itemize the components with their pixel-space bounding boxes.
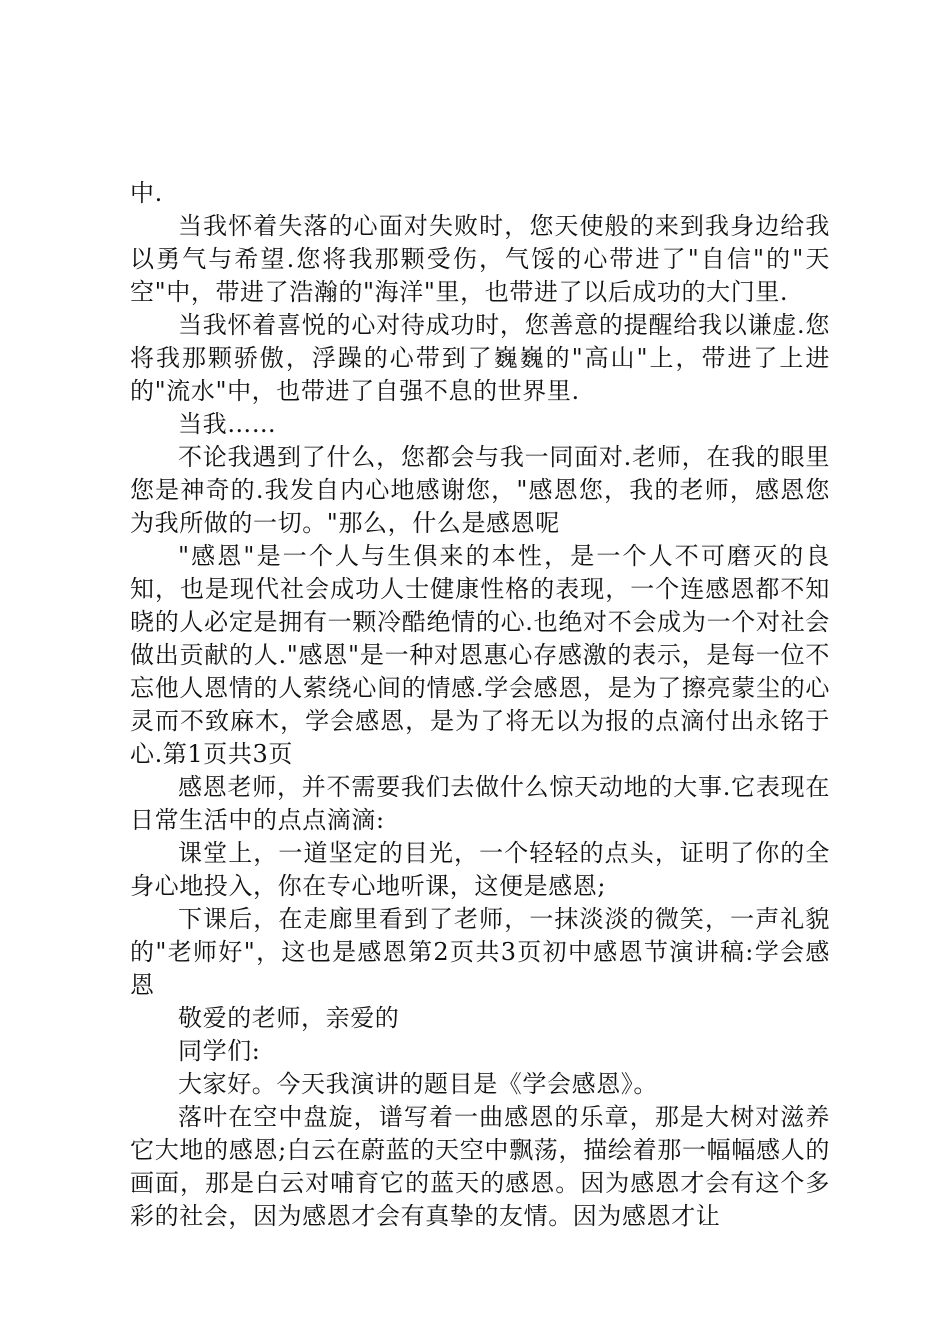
paragraph-3: 当我怀着喜悦的心对待成功时，您善意的提醒给我以谦虚.您将我那颗骄傲，浮躁的心带到了巍巍的"高山"上，带进了上进的"流水"中，也带进了自强不息的世界里. bbox=[130, 311, 830, 405]
paragraph-12: 大家好。今天我演讲的题目是《学会感恩》。 bbox=[178, 1070, 658, 1098]
document-body bbox=[130, 177, 830, 1233]
paragraph-5: 不论我遇到了什么，您都会与我一同面对.老师，在我的眼里您是神奇的.我发自内心地感谢您，"感恩您，我的老师，感恩您为我所做的一切。"那么，什么是感恩呢 bbox=[130, 443, 830, 537]
paragraph-6: "感恩"是一个人与生俱来的本性，是一个人不可磨灭的良知，也是现代社会成功人士健康性格的表现，一个连感恩都不知晓的人必定是拥有一颗冷酷绝情的心.也绝对不会成为一个对社会做出贡献的人."感恩"是一种对恩惠心存感激的表示，是每一位不忘他人恩情的人萦绕心间的情感.学会感恩，是为了擦亮蒙尘的心灵而不致麻木，学会感恩，是为了将无以为报的点滴付出永铭于心.第1页共3页 bbox=[130, 542, 830, 768]
paragraph-7: 感恩老师，并不需要我们去做什么惊天动地的大事.它表现在日常生活中的点点滴滴: bbox=[130, 773, 830, 834]
paragraph-4: 当我…… bbox=[178, 410, 277, 438]
paragraph-11: 同学们: bbox=[178, 1037, 261, 1065]
paragraph-8: 课堂上，一道坚定的目光，一个轻轻的点头，证明了你的全身心地投入，你在专心地听课，这便是感恩; bbox=[130, 839, 830, 900]
paragraph-1: 中. bbox=[130, 179, 163, 207]
paragraph-13: 落叶在空中盘旋，谱写着一曲感恩的乐章，那是大树对滋养它大地的感恩;白云在蔚蓝的天空中飘荡，描绘着那一幅幅感人的画面，那是白云对哺育它的蓝天的感恩。因为感恩才会有这个多彩的社会，因为感恩才会有真挚的友情。因为感恩才让 bbox=[130, 1103, 830, 1230]
paragraph-9: 下课后，在走廊里看到了老师，一抹淡淡的微笑，一声礼貌的"老师好"，这也是感恩第2页共3页初中感恩节演讲稿:学会感恩 bbox=[130, 905, 830, 999]
paragraph-10: 敬爱的老师，亲爱的 bbox=[178, 1004, 400, 1032]
paragraph-2: 当我怀着失落的心面对失败时，您天使般的来到我身边给我以勇气与希望.您将我那颗受伤，气馁的心带进了"自信"的"天空"中，带进了浩瀚的"海洋"里，也带进了以后成功的大门里. bbox=[130, 212, 830, 306]
